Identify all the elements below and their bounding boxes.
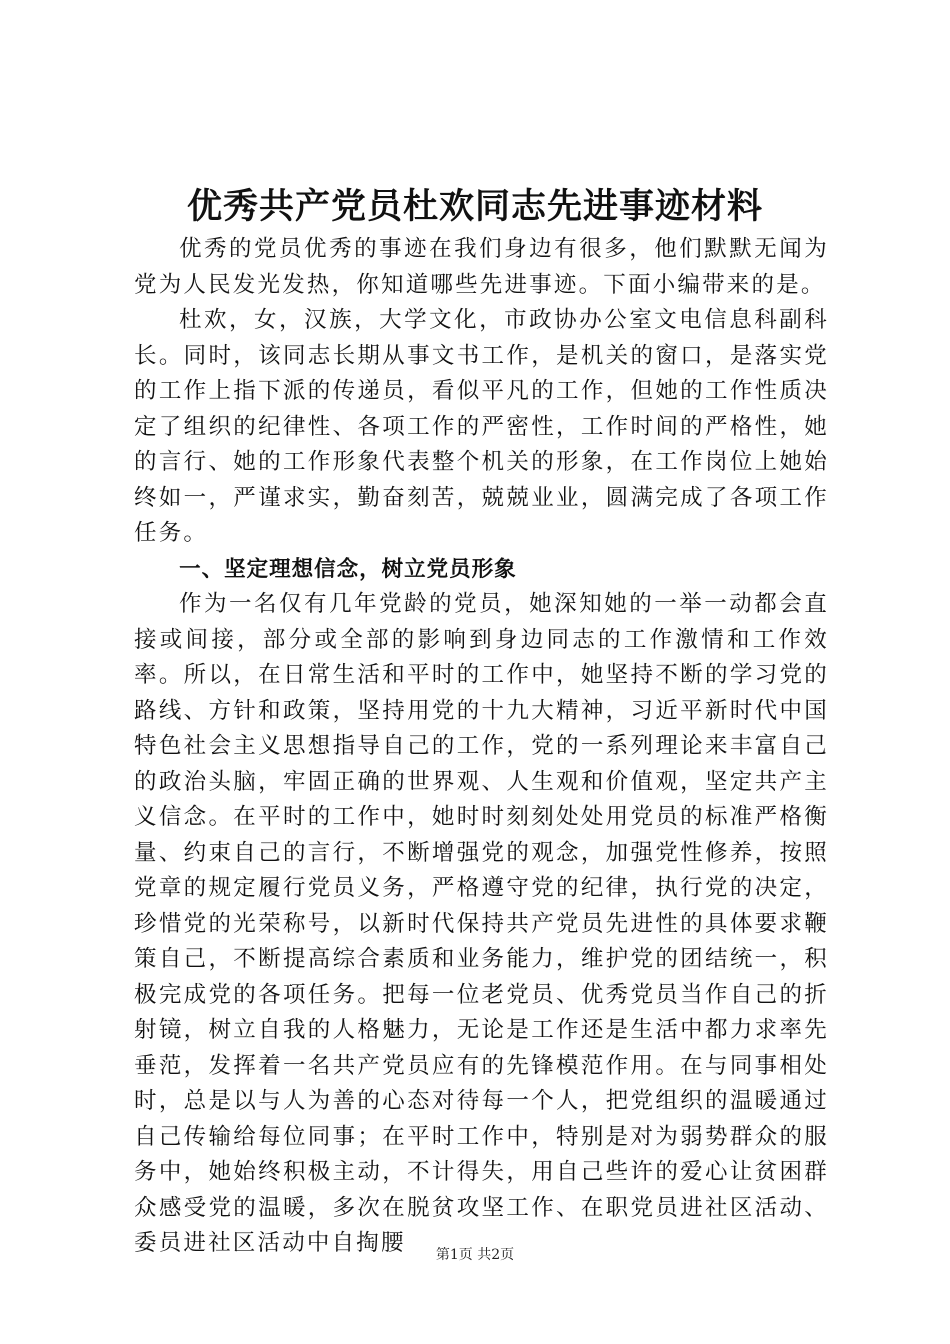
profile-paragraph: 杜欢，女，汉族，大学文化，市政协办公室文电信息科副科长。同时，该同志长期从事文书工作，是机关的窗口，是落实党的工作上指下派的传递员，看似平凡的工作，但她的工作性质决定了组织的纪律性、各项工作的严密性，工作时间的严格性，她的言行、她的工作形象代表整个机关的形象，在工作岗位上她始终如一，严谨求实，勤奋刻苦，兢兢业业，圆满完成了各项工作任务。	[134, 307, 829, 546]
section-heading: 一、坚定理想信念，树立党员形象	[179, 556, 517, 582]
section-paragraph: 作为一名仅有几年党龄的党员，她深知她的一举一动都会直接或间接，部分或全部的影响到身边同志的工作激情和工作效率。所以，在日常生活和平时的工作中，她坚持不断的学习党的路线、方针和政策，坚持用党的十九大精神，习近平新时代中国特色社会主义思想指导自己的工作，党的一系列理论来丰富自己的政治头脑，牢固正确的世界观、人生观和价值观，坚定共产主义信念。在平时的工作中，她时时刻刻处处用党员的标准严格衡量、约束自己的言行，不断增强党的观念，加强党性修养，按照党章的规定履行党员义务，严格遵守党的纪律，执行党的决定，珍惜党的光荣称号，以新时代保持共产党员先进性的具体要求鞭策自己，不断提高综合素质和业务能力，维护党的团结统一，积极完成党的各项任务。把每一位老党员、优秀党员当作自己的折射镜，树立自我的人格魅力，无论是工作还是生活中都力求率先垂范，发挥着一名共产党员应有的先锋模范作用。在与同事相处时，总是以与人为善的心态对待每一个人，把党组织的温暖通过自己传输给每位同事；在平时工作中，特别是对为弱势群众的服务中，她始终积极主动，不计得失，用自己些许的爱心让贫困群众感受党的温暖，多次在脱贫攻坚工作、在职党员进社区活动、委员进社区活动中自掏腰	[134, 591, 829, 1256]
document-body	[134, 232, 829, 1262]
document-title: 优秀共产党员杜欢同志先进事迹材料	[186, 187, 763, 227]
page-footer: 第1页 共2页	[435, 1247, 515, 1263]
intro-paragraph: 优秀的党员优秀的事迹在我们身边有很多，他们默默无闻为党为人民发光发热，你知道哪些先进事迹。下面小编带来的是。	[134, 236, 829, 298]
